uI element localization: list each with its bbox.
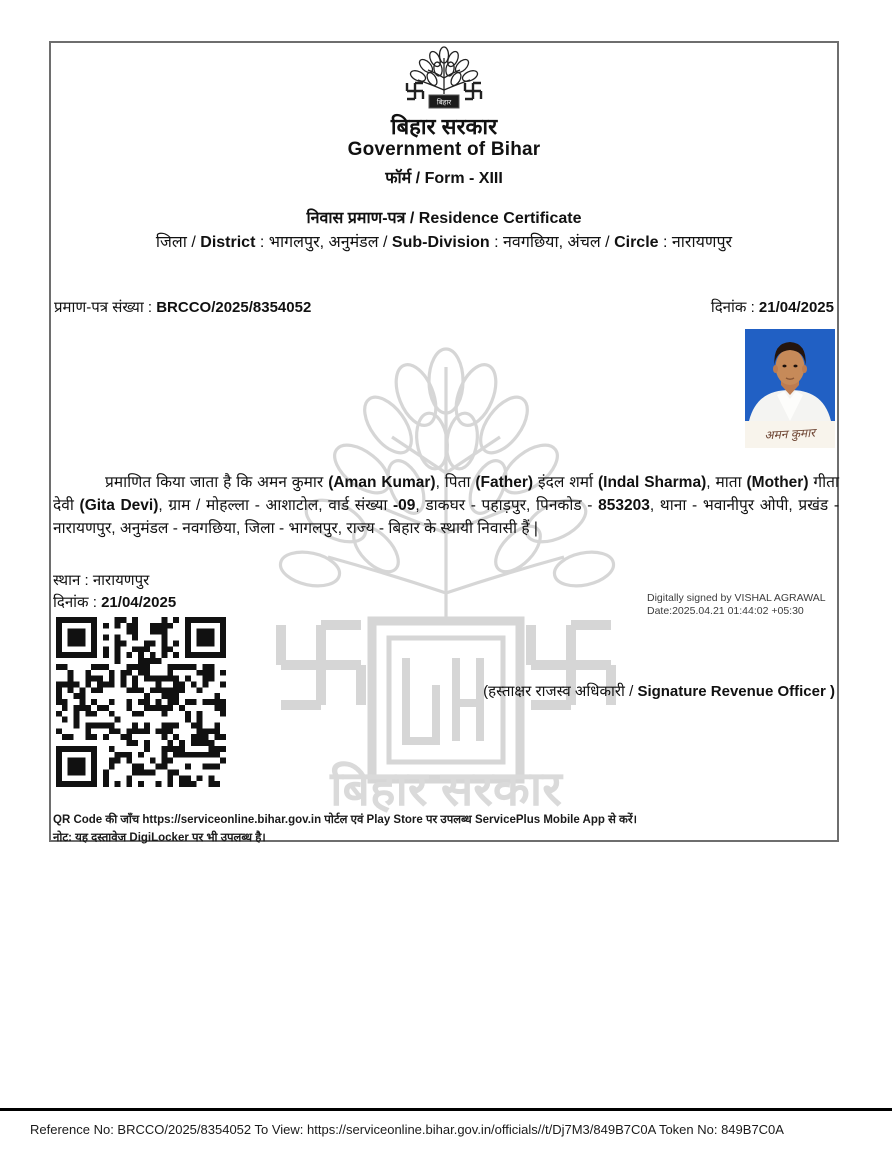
qr-code	[56, 617, 226, 787]
certificate-title: निवास प्रमाण-पत्र / Residence Certificate	[306, 210, 582, 227]
digital-signature-stamp	[647, 592, 826, 618]
place-date-block	[53, 570, 176, 614]
org-name-hindi: बिहार सरकार	[390, 114, 498, 139]
district-line: जिला / District : भागलपुर, अनुमंडल / Sub-Division : नवगछिया, अंचल / Circle : नारायणपुर	[155, 234, 733, 251]
form-number-line: फॉर्म / Form - XIII	[385, 170, 503, 187]
digital-signature-line1: Digitally signed by VISHAL AGRAWAL	[647, 592, 826, 604]
bihar-government-emblem-icon	[394, 46, 494, 112]
qr-verification-note: QR Code की जाँच https://serviceonline.bihar.gov.in पोर्टल एवं Play Store पर उपलब्ध ServicePlus Mobile App से करें।	[53, 814, 637, 826]
watermark-text: बिहार सरकार	[330, 763, 562, 813]
applicant-photo-icon	[745, 329, 835, 448]
footer-reference-line: Reference No: BRCCO/2025/8354052 To View: https://serviceonline.bihar.gov.in/officials//t/Dj7M3/849B7C0A Token No: 849B7C0A	[30, 1122, 784, 1137]
org-name-english: Government of Bihar	[347, 139, 541, 160]
place-line: स्थान : नारायणपुर	[53, 572, 150, 589]
swastika-icon	[281, 625, 361, 705]
swastika-icon	[407, 83, 423, 99]
signature-officer-line: (हस्ताक्षर राजस्व अधिकारी / Signature Revenue Officer )	[483, 683, 835, 700]
swastika-icon	[465, 83, 481, 99]
header-emblem	[51, 46, 837, 112]
verification-notes	[53, 812, 637, 847]
digilocker-note: नोट: यह दस्तावेज DigiLocker पर भी उपलब्ध है।	[53, 831, 266, 844]
footer-divider	[0, 1108, 892, 1111]
applicant-photo	[745, 329, 835, 448]
certificate-meta-row	[54, 297, 834, 317]
digital-signature-line2: Date:2025.04.21 01:44:02 +05:30	[647, 605, 804, 617]
certificate-body-paragraph: प्रमाणित किया जाता है कि अमन कुमार (Aman Kumar), पिता (Father) इंदल शर्मा (Indal Sharma), माता (Mother) गीता देवी (Gita Devi), ग्राम / मोहल्ला - आशाटोल, वार्ड संख्या -09, डाकघर - पहाड़पुर, पिनकोड - 853203, थाना - भवानीपुर ओपी, प्रखंड - नारायणपुर, अनुमंडल - नवगछिया, जिला - भागलपुर, राज्य - बिहार के स्थायी निवासी हैं |	[53, 474, 840, 537]
certificate-border-box	[49, 41, 839, 842]
date-line: दिनांक : 21/04/2025	[53, 594, 177, 611]
emblem-caption: बिहार	[436, 99, 452, 107]
qr-code-icon	[56, 617, 226, 787]
photo-signature-text: अमन कुमार	[764, 425, 816, 443]
certificate-number: प्रमाण-पत्र संख्या : BRCCO/2025/8354052	[54, 299, 312, 316]
bihar-government-watermark-icon	[266, 333, 626, 813]
certificate-date: दिनांक : 21/04/2025	[710, 299, 834, 316]
